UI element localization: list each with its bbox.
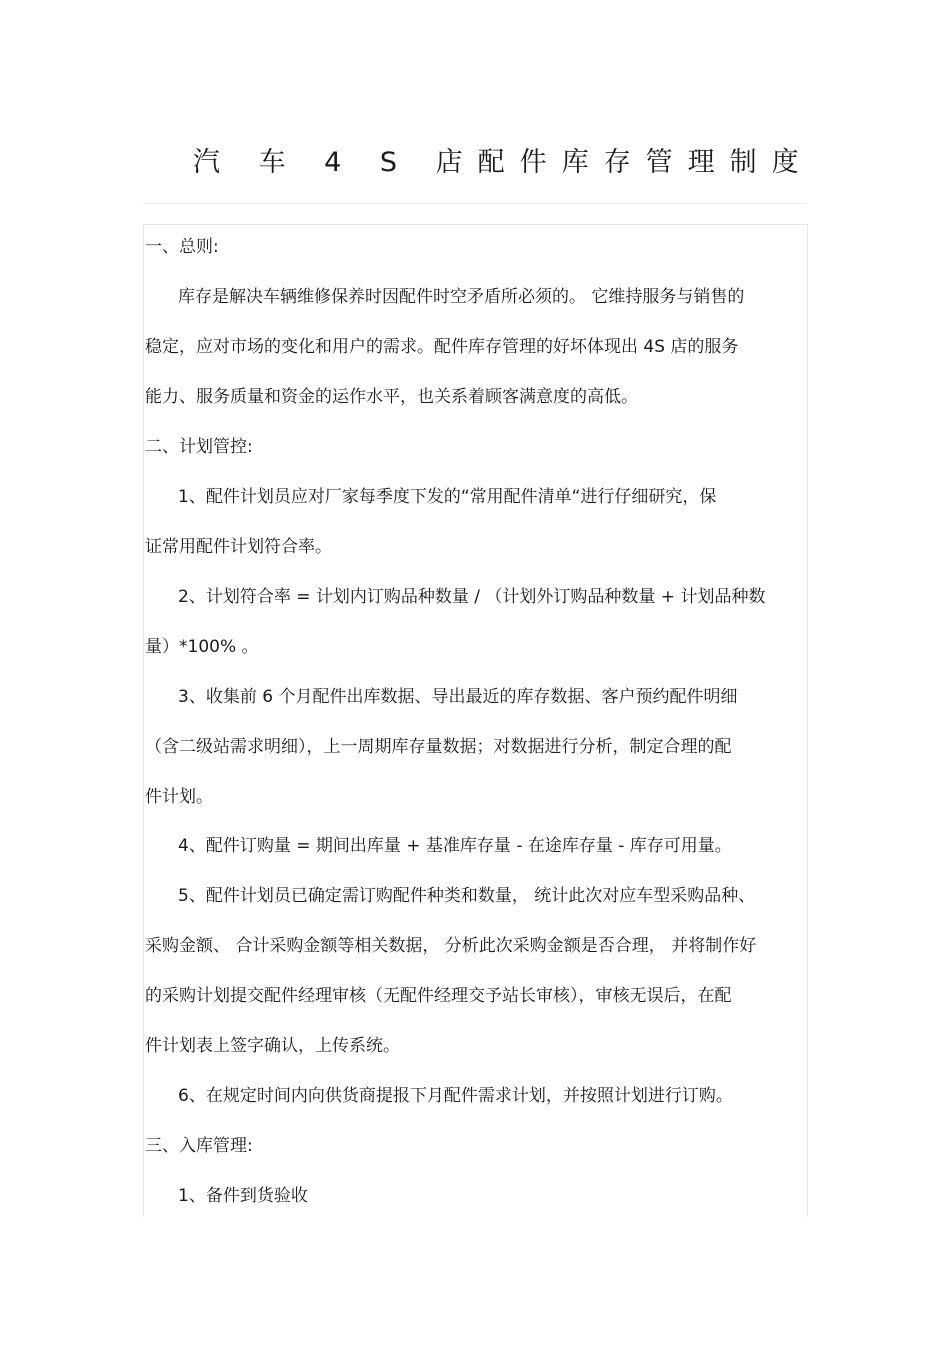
section-heading-general: 一、总则: [145,237,219,257]
paragraph-line: 3、收集前 6 个月配件出库数据、导出最近的库存数据、客户预约配件明细 [178,687,738,707]
paragraph-line: 1、备件到货验收 [178,1186,308,1206]
paragraph-line: 能力、服务质量和资金的运作水平，也关系着顾客满意度的高低。 [145,387,638,407]
paragraph-line: 1、配件计划员应对厂家每季度下发的“常用配件清单“进行仔细研究，保 [178,487,717,507]
paragraph-line: 件计划。 [145,787,213,807]
section-heading-plan-control: 二、计划管控: [145,437,253,457]
paragraph-line: 的采购计划提交配件经理审核（无配件经理交予站长审核），审核无误后，在配 [145,986,732,1006]
paragraph-line: 证常用配件计划符合率。 [145,537,332,557]
paragraph-line: 6、在规定时间内向供货商提报下月配件需求计划，并按照计划进行订购。 [178,1086,733,1106]
paragraph-line: 稳定，应对市场的变化和用户的需求。配件库存管理的好坏体现出 4S 店的服务 [145,337,739,357]
paragraph-line: 库存是解决车辆维修保养时因配件时空矛盾所必须的。 它维持服务与销售的 [178,287,745,307]
content-frame [143,224,808,1217]
paragraph-line: 量）*100% 。 [145,637,259,657]
document-title: 汽 车 4 S 店配件库存管理制度 [193,147,814,178]
paragraph-line: 件计划表上签字确认，上传系统。 [145,1036,400,1056]
paragraph-line: （含二级站需求明细），上一周期库存量数据；对数据进行分析，制定合理的配 [145,737,732,757]
paragraph-line: 5、配件计划员已确定需订购配件种类和数量， 统计此次对应车型采购品种、 [178,886,756,906]
section-heading-inbound: 三、入库管理: [145,1136,253,1156]
paragraph-line: 采购金额、 合计采购金额等相关数据， 分析此次采购金额是否合理， 并将制作好 [145,936,757,956]
paragraph-line: 2、计划符合率 = 计划内订购品种数量 / （计划外订购品种数量 + 计划品种数 [178,587,766,607]
paragraph-line: 4、配件订购量 = 期间出库量 + 基准库存量 - 在途库存量 - 库存可用量。 [178,836,732,856]
title-divider [143,203,807,204]
